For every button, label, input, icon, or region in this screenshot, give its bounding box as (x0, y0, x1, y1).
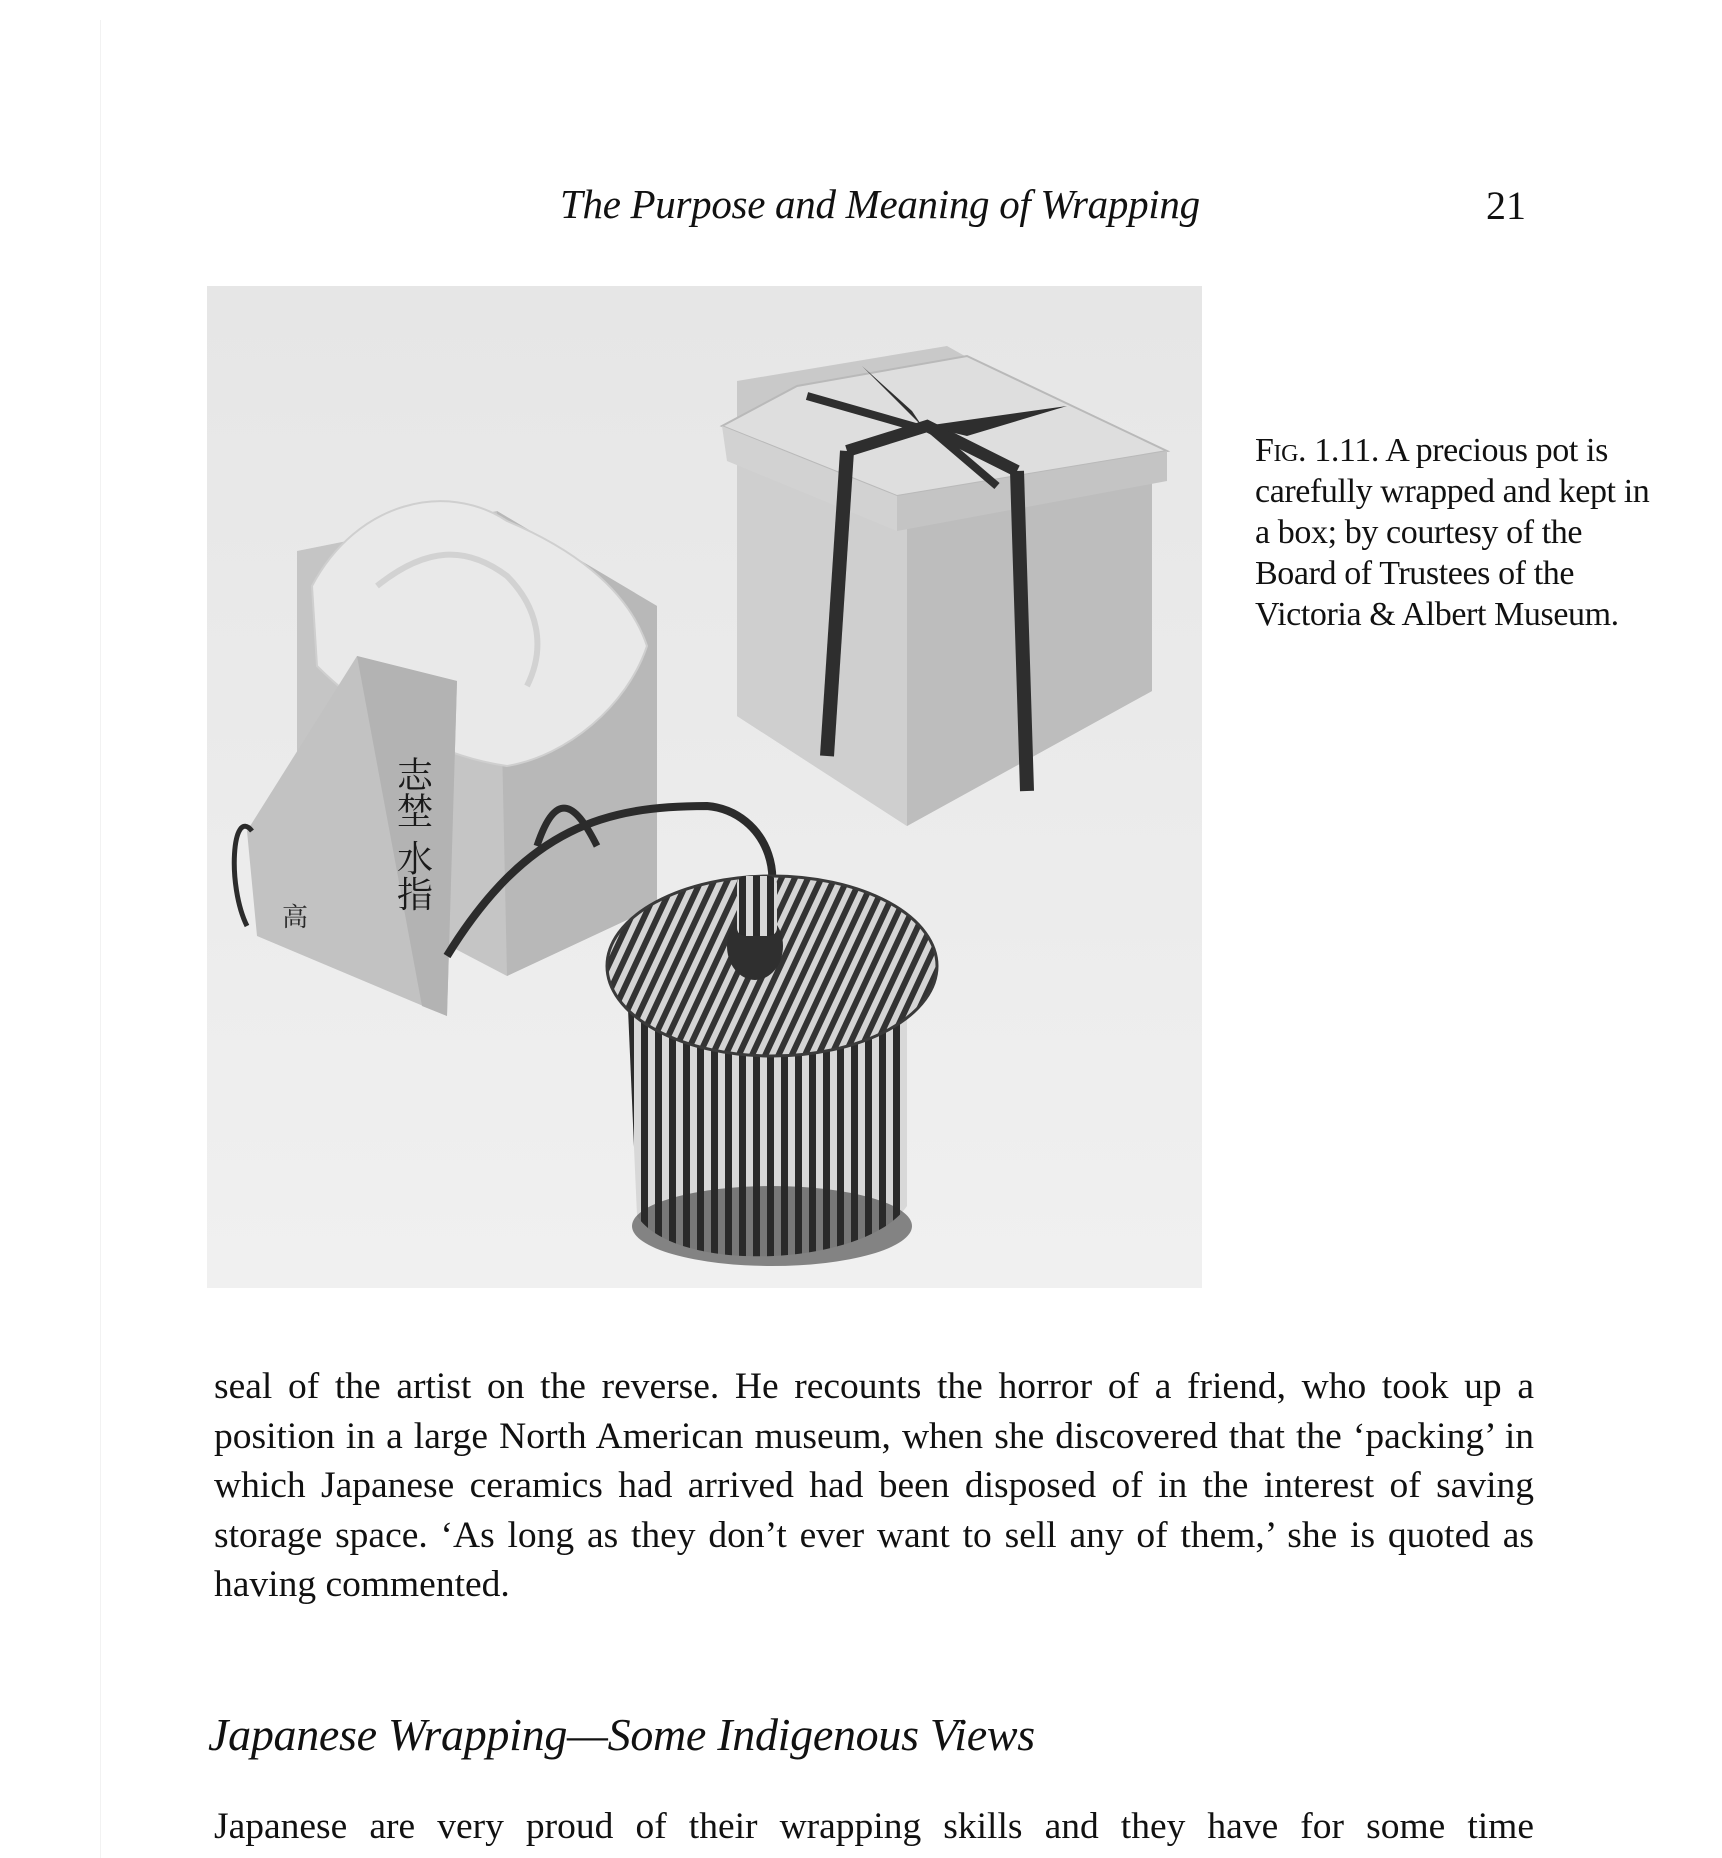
figure-caption-text: A precious pot is carefully wrapped and kept in a box; by courtesy of the Board of Trustees of the Victoria & Albert Museum. (1255, 432, 1650, 633)
lid-seal: 高 (282, 903, 309, 933)
wrapped-pot-photo (207, 286, 1202, 1288)
section-heading: Japanese Wrapping—Some Indigenous Views (208, 1709, 1035, 1760)
figure-caption (1255, 430, 1655, 635)
lid-inscription: 志埜 水指 (391, 756, 433, 912)
striped-pot (607, 876, 937, 1266)
body-paragraph-1: seal of the artist on the reverse. He recounts the horror of a friend, who took up a position in a large North American museum, when she discovered that the ‘packing’ in which Japanese ceramics had arrived had been disposed of in the interest of saving storage space. ‘As long as they don’t ever want to sell any of them,’ she is quoted as having commented. (214, 1366, 1534, 1605)
page-number: 21 (1486, 183, 1526, 228)
body-paragraph-2: Japanese are very proud of their wrapping skills and they have for some time (214, 1806, 1534, 1847)
figure-photograph (207, 286, 1202, 1288)
figure-label: Fig. 1.11. (1255, 432, 1379, 469)
running-title: The Purpose and Meaning of Wrapping (560, 181, 1200, 227)
